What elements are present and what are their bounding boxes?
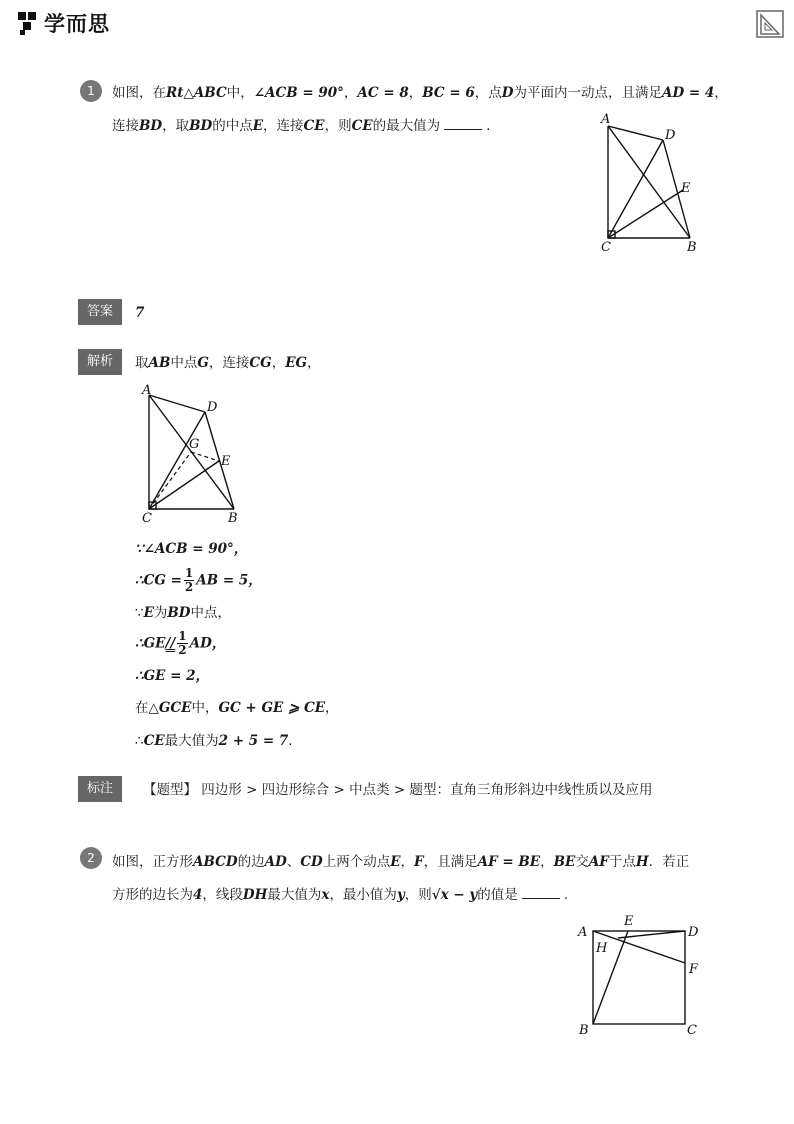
answer-tag: 答案 [78, 299, 122, 325]
step-1: ∵∠ACB = 90°， [135, 541, 248, 557]
label-C: C [687, 1023, 697, 1038]
label-B: B [687, 240, 697, 255]
question-number: 2 [80, 847, 102, 869]
label-A: A [142, 383, 152, 398]
logo-text: 学而思 [44, 12, 110, 36]
question-1-line-2: 连接BD，取BD的中点E，连接CE，则CE的最大值为 . [112, 118, 491, 134]
question-2-line-1: 如图，正方形ABCD的边AD、CD上两个动点E，F，且满足AF = BE，BE交AF于点H．若正 [112, 854, 690, 870]
note-tag: 标注 [78, 776, 122, 802]
logo [16, 8, 110, 38]
label-B: B [579, 1023, 589, 1038]
question-1-line-1: 如图，在Rt△ABC中，∠ACB = 90°，AC = 8，BC = 6，点D为平面内一动点，且满足AD = 4， [112, 85, 728, 101]
question-2-line-2: 方形的边长为4，线段DH最大值为x，最小值为y，则√x − y的值是 . [112, 887, 569, 903]
label-C: C [601, 240, 611, 255]
question-1-figure [595, 108, 705, 256]
question-2-figure [574, 908, 704, 1040]
question-number: 1 [80, 80, 102, 102]
answer-value: 7 [135, 305, 145, 321]
logo-mark-icon [16, 10, 40, 36]
label-F: F [689, 962, 699, 977]
note-text: 【题型】 四边形 > 四边形综合 > 中点类 > 题型：直角三角形斜边中线性质以及应用 [143, 782, 653, 798]
label-E: E [681, 181, 691, 196]
label-G: G [189, 437, 200, 452]
analysis-intro: 取AB中点G，连接CG，EG， [135, 355, 321, 371]
analysis-figure [135, 380, 255, 530]
label-E: E [221, 454, 231, 469]
ruler-triangle-icon [756, 10, 784, 38]
label-A: A [578, 925, 588, 940]
label-H: H [596, 941, 608, 956]
answer-blank[interactable] [444, 117, 482, 130]
step-5: ∴GE = 2， [135, 668, 210, 684]
label-D: D [665, 128, 676, 143]
label-E: E [624, 914, 634, 929]
answer-blank[interactable] [522, 886, 560, 899]
step-2: ∴CG = $\frac{1}{2}$ AB = 5， [135, 566, 262, 594]
label-D: D [688, 925, 699, 940]
label-A: A [601, 112, 611, 127]
label-C: C [142, 511, 152, 526]
step-6: 在△GCE中，GC + GE ⩾ CE， [135, 700, 339, 716]
step-7: ∴CE最大值为2 + 5 = 7. [135, 733, 293, 749]
step-3: ∵E为BD中点， [135, 605, 232, 621]
label-B: B [228, 511, 238, 526]
step-4: ∴GE// $\frac{1}{2}$ AD， [135, 629, 226, 657]
analysis-tag: 解析 [78, 349, 122, 375]
label-D: D [207, 400, 218, 415]
